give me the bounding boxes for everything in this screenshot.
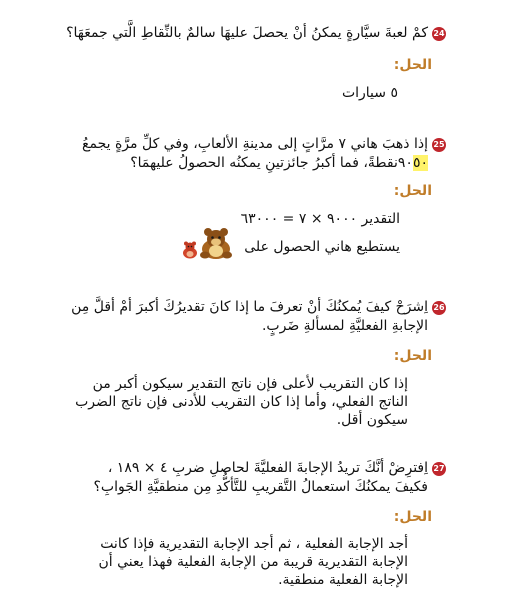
question-25-points-start: ٩٠: [397, 155, 413, 171]
answer-25-conclusion: يستطيع هاني الحصول على: [244, 239, 400, 255]
answer-27-line-3: الإجابة الفعلية منطقية.: [278, 572, 408, 588]
question-25-line-1: إذا ذهبَ هاني ٧ مرَّاتٍ إلى مدينةِ الألعابِ، وفي كلِّ مرَّةٍ يجمعُ: [82, 136, 428, 152]
answer-24-text: ٥ سيارات: [341, 85, 398, 101]
answer-25-estimate: التقدير ٩٠٠٠ × ٧ = ٦٣٠٠٠: [240, 211, 400, 227]
solution-label-24: الحل:: [393, 57, 432, 73]
question-27-line-1: اِفترِضْ أنَّكَ تريدُ الإجابةَ الفعليَّةَ لحاصلِ ضربِ ٤ × ١٨٩ ،: [107, 460, 428, 476]
question-number-24: 24: [432, 27, 446, 41]
question-25-line-2: [130, 154, 428, 173]
question-27-line-2: فكيفَ يمكنُكَ استعمالُ التَّقريبِ للتَّأكُّدِ مِن منطقيَّةِ الجَوابِ؟: [93, 479, 428, 495]
question-number-27: 27: [432, 462, 446, 476]
solution-label-26: الحل:: [393, 348, 432, 364]
question-25-line-2-rest: نقطةً، فما أكبرُ جائزتينِ يمكنُه الحصولُ عليهمَا؟: [130, 155, 398, 171]
solution-label-25: الحل:: [393, 183, 432, 199]
answer-26-line-3: سيكون أقل.: [336, 412, 408, 428]
small-bear-toy-icon: [181, 241, 199, 259]
question-26-line-2: الإجابةِ الفعليَّةِ لمسألةِ ضَربٍ.: [261, 318, 428, 334]
large-bear-toy-icon: [198, 228, 234, 260]
question-number-26: 26: [432, 301, 446, 315]
answer-27-line-2: الإجابة التقديرية قريبة من الإجابة الفعلية فهذا يعني أن: [98, 554, 408, 570]
question-26-line-1: اِشرَحْ كيفَ يُمكنُكَ أنْ تعرفَ ما إذا كانَ تقديرُكَ أكبرَ أمْ أقلَّ مِن: [71, 299, 428, 315]
answer-26-line-1: إذا كان التقريب لأعلى فإن ناتج التقدير سيكون أكبر من: [92, 376, 408, 392]
solution-label-27: الحل:: [393, 509, 432, 525]
answer-27-line-1: أجد الإجابة الفعلية ، ثم أجد الإجابة التقديرية فإذا كانت: [100, 536, 408, 552]
question-number-25: 25: [432, 138, 446, 152]
highlighted-points: ٥٠: [412, 155, 428, 171]
question-24-text: كمْ لعبةَ سيَّارةٍ يمكنُ أنْ يحصلَ عليهَا سالمٌ بالنِّقاطِ الَّتي جمعَهَا؟: [66, 25, 428, 41]
answer-26-line-2: الناتج الفعلي، وأما إذا كان التقريب للأدنى فإن ناتج الضرب: [75, 394, 408, 410]
